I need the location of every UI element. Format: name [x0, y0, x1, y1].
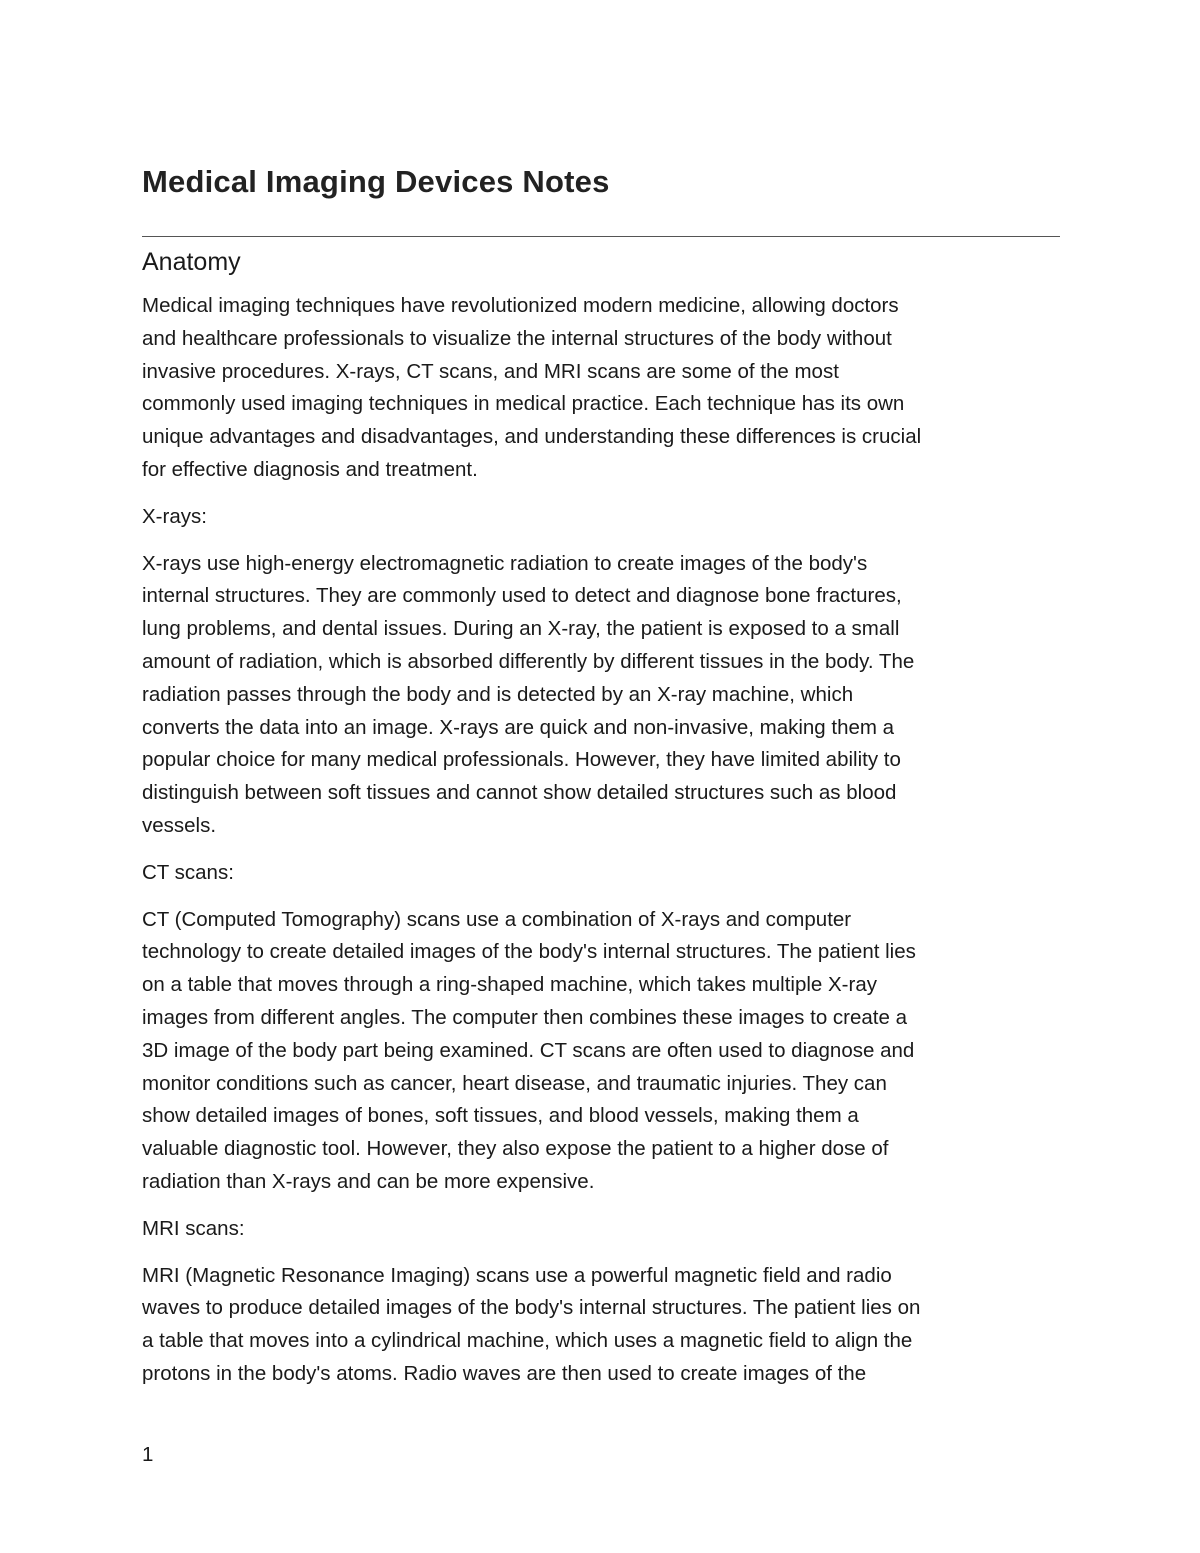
text-line: and healthcare professionals to visualize the internal structures of the body without [142, 326, 892, 350]
text-line: radiation than X-rays and can be more expensive. [142, 1169, 595, 1193]
text-line: on a table that moves through a ring-shaped machine, which takes multiple X-ray [142, 973, 877, 997]
intro-paragraph [142, 290, 1058, 487]
page-number: 1 [142, 1443, 154, 1466]
text-line: lung problems, and dental issues. During an X-ray, the patient is exposed to a small [142, 617, 900, 641]
text-line: internal structures. They are commonly used to detect and diagnose bone fractures, [142, 584, 902, 608]
text-line: images from different angles. The computer then combines these images to create a [142, 1005, 907, 1029]
text-line: converts the data into an image. X-rays are quick and non-invasive, making them a [142, 715, 895, 739]
ct-label: CT scans: [142, 860, 234, 884]
mri-paragraph [142, 1260, 1058, 1391]
text-line: for effective diagnosis and treatment. [142, 457, 478, 481]
text-line: show detailed images of bones, soft tissues, and blood vessels, making them a [142, 1104, 859, 1128]
document-page [142, 160, 1058, 1391]
text-line: popular choice for many medical professionals. However, they have limited ability to [142, 748, 901, 772]
title-divider [142, 236, 1060, 237]
text-line: distinguish between soft tissues and cannot show detailed structures such as blood [142, 781, 897, 805]
page-title: Medical Imaging Devices Notes [142, 164, 610, 199]
text-line: radiation passes through the body and is detected by an X-ray machine, which [142, 682, 854, 706]
text-line: X-rays use high-energy electromagnetic radiation to create images of the body's [142, 551, 868, 575]
text-line: waves to produce detailed images of the body's internal structures. The patient lies on [142, 1296, 921, 1320]
xray-label: X-rays: [142, 504, 207, 528]
text-line: unique advantages and disadvantages, and understanding these differences is crucial [142, 425, 922, 449]
text-line: Medical imaging techniques have revolutionized modern medicine, allowing doctors [142, 294, 899, 317]
text-line: technology to create detailed images of the body's internal structures. The patient lies [142, 940, 916, 964]
text-line: invasive procedures. X-rays, CT scans, and MRI scans are some of the most [142, 359, 839, 383]
text-line: amount of radiation, which is absorbed differently by different tissues in the body. The [142, 649, 915, 673]
text-line: CT (Computed Tomography) scans use a combination of X-rays and computer [142, 907, 852, 931]
ct-paragraph [142, 904, 1058, 1199]
text-line: MRI (Magnetic Resonance Imaging) scans use a powerful magnetic field and radio [142, 1263, 892, 1287]
text-line: valuable diagnostic tool. However, they also expose the patient to a higher dose of [142, 1137, 889, 1161]
text-line: monitor conditions such as cancer, heart disease, and traumatic injuries. They can [142, 1071, 887, 1095]
text-line: 3D image of the body part being examined. CT scans are often used to diagnose and [142, 1038, 915, 1062]
section-heading: Anatomy [142, 248, 241, 276]
text-line: protons in the body's atoms. Radio waves are then used to create images of the [142, 1361, 867, 1385]
text-line: commonly used imaging techniques in medical practice. Each technique has its own [142, 392, 905, 416]
mri-label: MRI scans: [142, 1216, 245, 1240]
text-line: a table that moves into a cylindrical machine, which uses a magnetic field to align the [142, 1329, 913, 1353]
xray-paragraph [142, 548, 1058, 843]
text-line: vessels. [142, 813, 217, 837]
